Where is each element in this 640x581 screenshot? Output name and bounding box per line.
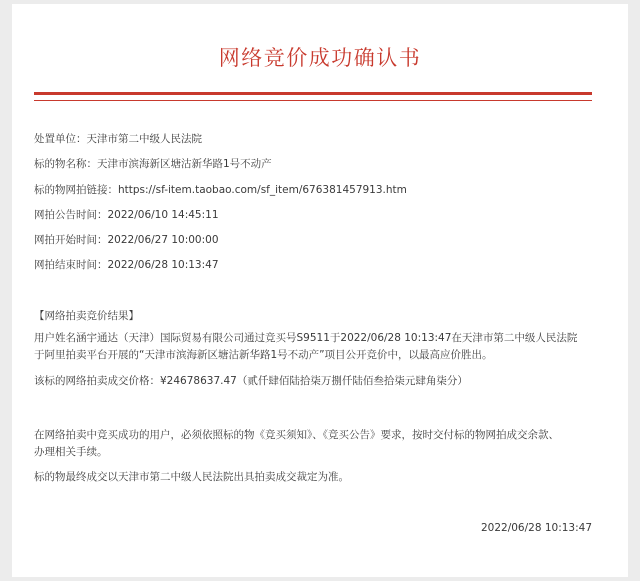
price-line: 该标的网络拍卖成交价格：¥24678637.47（贰仟肆佰陆拾柒万捌仟陆佰叁拾柒元肆角柒分） xyxy=(34,375,468,387)
info-end-time: 网拍结束时间：2022/06/28 10:13:47 xyxy=(34,259,219,271)
final-line: 标的物最终成交以天津市第二中级人民法院出具拍卖成交裁定为准。 xyxy=(34,471,349,483)
title-rule-thin xyxy=(34,100,592,101)
info-notice-time: 网拍公告时间：2022/06/10 14:45:11 xyxy=(34,209,219,221)
document-timestamp: 2022/06/28 10:13:47 xyxy=(480,522,592,534)
result-line-2: 于阿里拍卖平台开展的“天津市滨海新区塘沽新华路1号不动产”项目公开竞价中，以最高应价胜出。 xyxy=(34,349,493,361)
info-item-link: 标的物网拍链接：https://sf-item.taobao.com/sf_item/676381457913.htm xyxy=(34,184,407,196)
document-title: 网络竞价成功确认书 xyxy=(218,46,422,70)
document-page xyxy=(12,4,628,577)
result-heading: 【网络拍卖竞价结果】 xyxy=(34,310,139,322)
result-line-1: 用户姓名涵宇通达（天津）国际贸易有限公司通过竞买号S9511于2022/06/28 10:13:47在天津市第二中级人民法院 xyxy=(34,332,578,344)
info-start-time: 网拍开始时间：2022/06/27 10:00:00 xyxy=(34,234,219,246)
notice-line-1: 在网络拍卖中竞买成功的用户，必须依照标的物《竞买须知》、《竞买公告》要求，按时交付标的物网拍成交余款、 xyxy=(34,429,559,441)
notice-line-2: 办理相关手续。 xyxy=(34,446,108,458)
info-disposal-unit: 处置单位：天津市第二中级人民法院 xyxy=(34,133,202,145)
title-rule-thick xyxy=(34,92,592,95)
info-item-name: 标的物名称：天津市滨海新区塘沽新华路1号不动产 xyxy=(34,158,272,170)
